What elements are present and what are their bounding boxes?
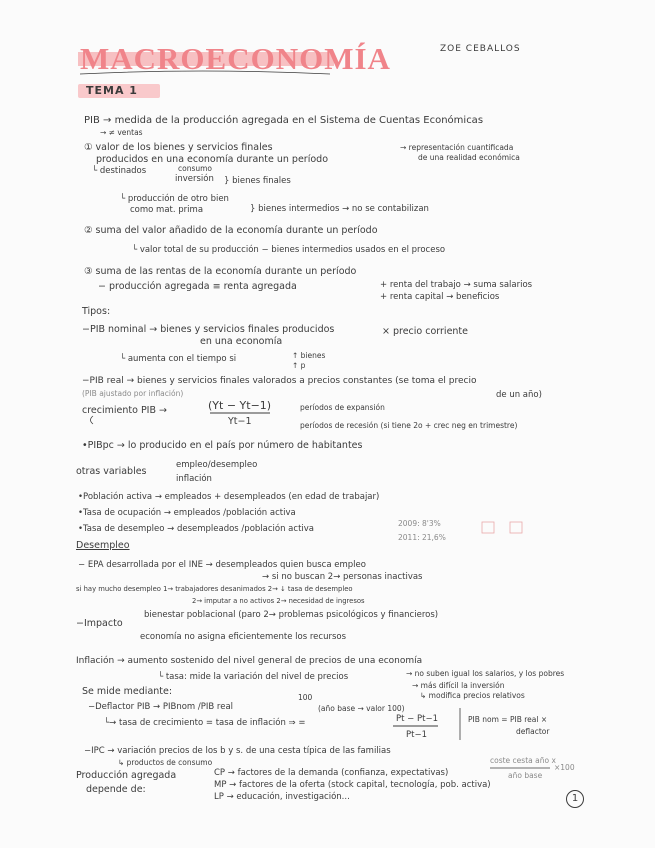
- bienes-intermedios-label: } bienes intermedios → no se contabilizan: [250, 204, 429, 214]
- no-suben-salarios: → no suben igual los salarios, y los pobres: [406, 669, 565, 678]
- author-name: ZOE CEBALLOS: [440, 44, 521, 54]
- empleo-desempleo: empleo/desempleo: [176, 460, 258, 470]
- produccion-agregada: Producción agregada: [76, 770, 177, 781]
- def-1-line-1: ① valor de los bienes y servicios finales: [84, 142, 273, 153]
- pib-nom-formula: PIB nom = PIB real ×: [468, 715, 548, 724]
- largo-plazo: LP → educación, investigación...: [214, 792, 350, 802]
- pib-nominal: −PIB nominal → bienes y servicios finales producidos: [82, 324, 335, 335]
- def-1-line-2: producidos en una economía durante un período: [96, 154, 329, 165]
- desempleo-heading: Desempleo: [76, 540, 130, 551]
- aumenta-precio: ↑ p: [292, 361, 306, 370]
- impacto-label: −Impacto: [76, 618, 123, 629]
- renta-trabajo: + renta del trabajo → suma salarios: [380, 280, 533, 290]
- pib-nominal-2: en una economía: [200, 336, 283, 347]
- de-un-ano: de un año): [496, 390, 542, 400]
- precio-corriente: × precio corriente: [382, 326, 469, 337]
- inflation-numerator: Pt − Pt−1: [396, 714, 438, 724]
- destinados-label: └ destinados: [92, 166, 147, 176]
- aumenta-bienes: ↑ bienes: [292, 351, 326, 360]
- inflation-denominator: Pt−1: [406, 730, 427, 740]
- epa-line: − EPA desarrollada por el INE → desempleados quien busca empleo: [78, 560, 366, 570]
- def-3-line-1: ③ suma de las rentas de la economía durante un período: [84, 266, 357, 277]
- otras-variables: otras variables: [76, 466, 147, 477]
- ano-base-ipc: año base: [508, 771, 543, 780]
- medio-plazo: MP → factores de la oferta (stock capital, tecnología, pob. activa): [214, 780, 491, 790]
- tema-label: TEMA 1: [86, 84, 138, 97]
- mucho-desempleo: si hay mucho desempleo 1→ trabajadores desanimados 2→ ↓ tasa de desempleo: [76, 585, 353, 593]
- tasa-crecimiento: └→ tasa de crecimiento = tasa de inflación ⇒ =: [104, 718, 306, 728]
- faint-box: [510, 522, 522, 533]
- deflactor-pib: −Deflactor PIB → PIBnom /PIB real: [88, 702, 234, 712]
- def-3-line-2: − producción agregada ≡ renta agregada: [98, 281, 297, 292]
- dato-2011: 2011: 21,6%: [398, 533, 446, 542]
- crecimiento-denominator: Yt−1: [228, 416, 252, 427]
- no-buscan: → si no buscan 2→ personas inactivas: [262, 572, 423, 582]
- inversion-label: inversión: [175, 174, 214, 184]
- poblacion-activa: •Población activa → empleados + desempleados (en edad de trabajar): [78, 492, 380, 502]
- inflacion-tasa: └ tasa: mide la variación del nivel de precios: [158, 672, 349, 682]
- def-2-line-1: ② suma del valor añadido de la economía durante un período: [84, 225, 378, 236]
- dificil-inversion: → más difícil la inversión: [412, 681, 505, 690]
- consumo-label: consumo: [178, 164, 213, 173]
- bienes-finales-label: } bienes finales: [224, 176, 291, 186]
- def-2-line-2: └ valor total de su producción − bienes intermedios usados en el proceso: [132, 245, 446, 255]
- tipos-heading: Tipos:: [82, 306, 111, 317]
- pib-representation-2: de una realidad económica: [418, 153, 520, 162]
- coste-cesta: coste cesta año x: [490, 756, 556, 765]
- crecimiento-numerator: (Yt − Yt−1): [208, 399, 272, 412]
- dato-2009: 2009: 8'3%: [398, 519, 441, 528]
- imputar-no-activos: 2→ imputar a no activos 2→ necesidad de ingresos: [192, 597, 365, 605]
- tasa-ocupacion: •Tasa de ocupación → empleados /población activa: [78, 508, 296, 518]
- faint-box: [482, 522, 494, 533]
- aumenta-tiempo: └ aumenta con el tiempo si: [120, 354, 237, 364]
- corto-plazo: CP → factores de la demanda (confianza, expectativas): [214, 768, 449, 778]
- impacto-bienestar: bienestar poblacional (paro 2→ problemas psicológicos y financieros): [144, 610, 439, 620]
- productos-consumo: ↳ productos de consumo: [118, 758, 213, 767]
- mat-prima-label: como mat. prima: [130, 205, 204, 215]
- inflacion-definition: Inflación → aumento sostenido del nivel general de precios de una economía: [76, 656, 423, 666]
- renta-capital: + renta capital → beneficios: [380, 292, 500, 302]
- inflacion-label: inflación: [176, 474, 212, 484]
- pib-representation: → representación cuantificada: [400, 143, 514, 152]
- times-100: ×100: [554, 763, 575, 772]
- page-number: 1: [566, 790, 584, 808]
- deflactor-label: deflactor: [516, 727, 550, 736]
- precios-relativos: ↳ modifica precios relativos: [420, 691, 525, 700]
- pib-pc: •PIBpc → lo producido en el país por número de habitantes: [82, 440, 363, 451]
- valor-100: 100: [298, 693, 313, 702]
- pib-real: −PIB real → bienes y servicios finales valorados a precios constantes (se toma el precio: [82, 376, 477, 386]
- se-mide-mediante: Se mide mediante:: [82, 686, 173, 697]
- pib-not-sales: → ≠ ventas: [100, 128, 143, 137]
- tasa-desempleo: •Tasa de desempleo → desempleados /población activa: [78, 524, 314, 534]
- pib-ajustado: (PIB ajustado por inflación): [82, 389, 184, 398]
- pib-definition: PIB → medida de la producción agregada en el Sistema de Cuentas Económicas: [84, 115, 484, 126]
- ipc-line: −IPC → variación precios de los b y s. de una cesta típica de las familias: [84, 746, 391, 756]
- ano-base: (año base → valor 100): [318, 704, 405, 713]
- depende-de: depende de:: [86, 784, 146, 795]
- expansion-brace: [91, 416, 94, 424]
- periodos-expansion: períodos de expansión: [300, 403, 385, 412]
- impacto-recursos: economía no asigna eficientemente los recursos: [140, 632, 347, 642]
- produccion-otro-bien: └ producción de otro bien: [120, 194, 229, 204]
- page-title: MACROECONOMÍA: [80, 41, 391, 76]
- periodos-recesion: períodos de recesión (si tiene 2o + crec neg en trimestre): [300, 421, 518, 430]
- crecimiento-pib-label: crecimiento PIB →: [82, 405, 167, 416]
